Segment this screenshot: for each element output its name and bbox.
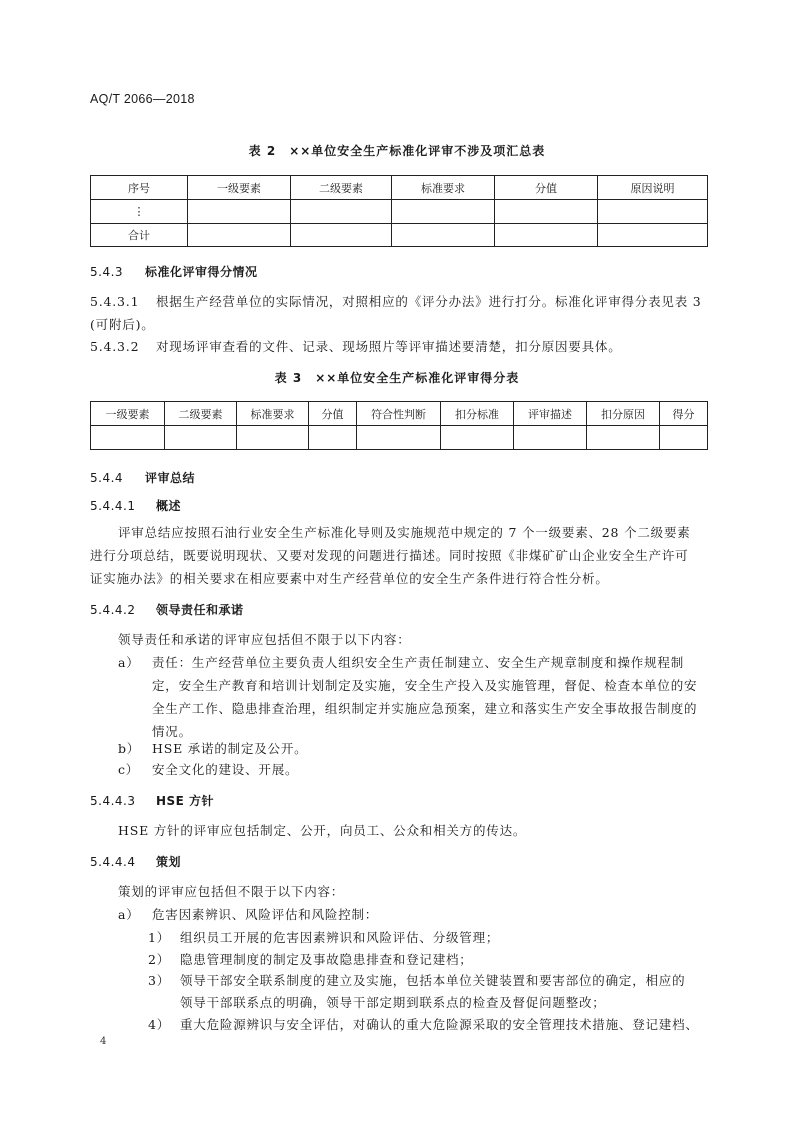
list-item-text: 全生产工作、隐患排查治理，组织制定并实施应急预案，建立和落实生产安全事故报告制度的 [152,701,698,716]
section-number: 5.4.3 [90,265,124,279]
table-3-header-cell: 扣分标准 [441,402,514,426]
sublist-label: 1） [148,930,171,945]
table-2 [90,175,708,247]
paragraph-text: 策划的评审应包括但不限于以下内容： [118,884,345,899]
section-title: 标准化评审得分情况 [145,265,258,279]
paragraph-text: 根据生产经营单位的实际情况，对照相应的《评分办法》进行打分。标准化评审得分表见表 3 [156,294,702,309]
sublist-item-text: 隐患管理制度的制定及事故隐患排查和登记建档； [180,952,473,967]
table-3-header-cell: 分值 [309,402,357,426]
list-item-text: HSE 承诺的制定及公开。 [152,741,308,756]
list-label: c） [118,762,140,777]
table-3 [90,401,708,450]
section-number: 5.4.4.4 [90,855,136,869]
paragraph-text: 进行分项总结，既要说明现状、又要对发现的问题进行描述。同时按照《非煤矿矿山企业安全生产许可 [90,548,689,563]
table-2-header-cell: 一级要素 [188,176,291,200]
section-5-4-3-heading [90,263,258,280]
sublist-item-text: 领导干部安全联系制度的建立及实施，包括本单位关键装置和要害部位的确定，相应的 [180,973,686,988]
table-cell [392,200,495,224]
table-3-header-cell: 符合性判断 [357,402,441,426]
paragraph-text: HSE 方针的评审应包括制定、公开，向员工、公众和相关方的传达。 [118,823,527,838]
section-number: 5.4.4.1 [90,499,136,513]
total-cell: 合计 [91,224,188,247]
table-3-header-cell: 得分 [660,402,708,426]
table-3-header-cell: 评审描述 [514,402,587,426]
table-row [91,200,708,224]
table-cell [441,426,514,450]
list-item-text: 情况。 [152,724,192,739]
section-number: 5.4.4 [90,471,124,485]
table-2-header-cell: 二级要素 [291,176,392,200]
table-cell [598,224,708,247]
table-cell [165,426,237,450]
table-cell [587,426,660,450]
table-2-header-row [91,176,708,200]
list-label: a） [118,907,140,922]
table-cell [660,426,708,450]
table-2-header-cell: 分值 [495,176,598,200]
paragraph-text: 评审总结应按照石油行业安全生产标准化导则及实施规范中规定的 7 个一级要素、28 个二级要素 [118,525,691,540]
paragraph-text: 证实施办法》的相关要求在相应要素中对生产经营单位的安全生产条件进行符合性分析。 [90,571,609,586]
sublist-label: 4） [148,1017,171,1032]
document-code: AQ/T 2066—2018 [90,92,195,106]
list-item-text: 定，安全生产教育和培训计划制定及实施，安全生产投入及实施管理，督促、检查本单位的安 [152,678,698,693]
section-5-4-4-heading [90,469,195,486]
sublist-label: 2） [148,952,171,967]
paragraph [90,290,702,314]
table-cell [291,224,392,247]
subsection-5-4-4-2-heading [90,601,244,618]
list-label: a） [118,655,140,670]
table-3-header-cell: 扣分原因 [587,402,660,426]
table-cell [188,200,291,224]
list-item-text: 责任：生产经营单位主要负责人组织安全生产责任制建立、安全生产规章制度和操作规程制 [152,655,685,670]
table-3-caption: 表 3 ××单位安全生产标准化评审得分表 [274,371,520,385]
table-cell [495,200,598,224]
table-cell [291,200,392,224]
sublist-label: 3） [148,973,171,988]
page-number: 4 [100,1036,107,1047]
list-item-text: 危害因素辨识、风险评估和风险控制： [152,907,379,922]
section-title: HSE 方针 [156,794,215,808]
paragraph-text: 领导责任和承诺的评审应包括但不限于以下内容： [118,632,411,647]
subsection-5-4-4-1-heading [90,497,181,514]
table-3-header-row [91,402,708,426]
section-number: 5.4.4.3 [90,794,136,808]
sublist-item-text: 组织员工开展的危害因素辨识和风险评估、分级管理； [180,930,500,945]
paragraph [90,335,622,359]
table-2-header-cell: 标准要求 [392,176,495,200]
section-title: 策划 [156,855,182,869]
table-cell [392,224,495,247]
table-2-caption: 表 2 ××单位安全生产标准化评审不涉及项汇总表 [248,144,546,158]
table-cell [598,200,708,224]
section-title: 概述 [156,499,182,513]
table-cell [309,426,357,450]
table-cell [188,224,291,247]
table-row [91,426,708,450]
table-cell [357,426,441,450]
sublist-item-text: 重大危险源辨识与安全评估，对确认的重大危险源采取的安全管理技术措施、登记建档、 [180,1017,699,1032]
paragraph-text: 对现场评审查看的文件、记录、现场照片等评审描述要清楚，扣分原因要具体。 [156,339,622,354]
section-title: 评审总结 [145,471,196,485]
table-cell [514,426,587,450]
table-row [91,224,708,247]
subsection-5-4-4-4-heading [90,853,181,870]
list-item-text: 安全文化的建设、开展。 [152,762,299,777]
clause-number: 5.4.3.2 [90,339,140,354]
table-2-header-cell: 序号 [91,176,188,200]
list-label: b） [118,741,141,756]
table-3-header-cell: 标准要求 [237,402,309,426]
ellipsis-cell: ⋮ [91,200,188,224]
paragraph-text: (可附后)。 [90,317,155,332]
sublist-item-text: 领导干部联系点的明确，领导干部定期到联系点的检查及督促问题整改； [180,995,606,1010]
table-cell [91,426,165,450]
subsection-5-4-4-3-heading [90,792,214,809]
section-title: 领导责任和承诺 [156,603,244,617]
table-cell [495,224,598,247]
clause-number: 5.4.3.1 [90,294,140,309]
table-3-header-cell: 二级要素 [165,402,237,426]
table-2-header-cell: 原因说明 [598,176,708,200]
section-number: 5.4.4.2 [90,603,136,617]
table-3-header-cell: 一级要素 [91,402,165,426]
table-cell [237,426,309,450]
